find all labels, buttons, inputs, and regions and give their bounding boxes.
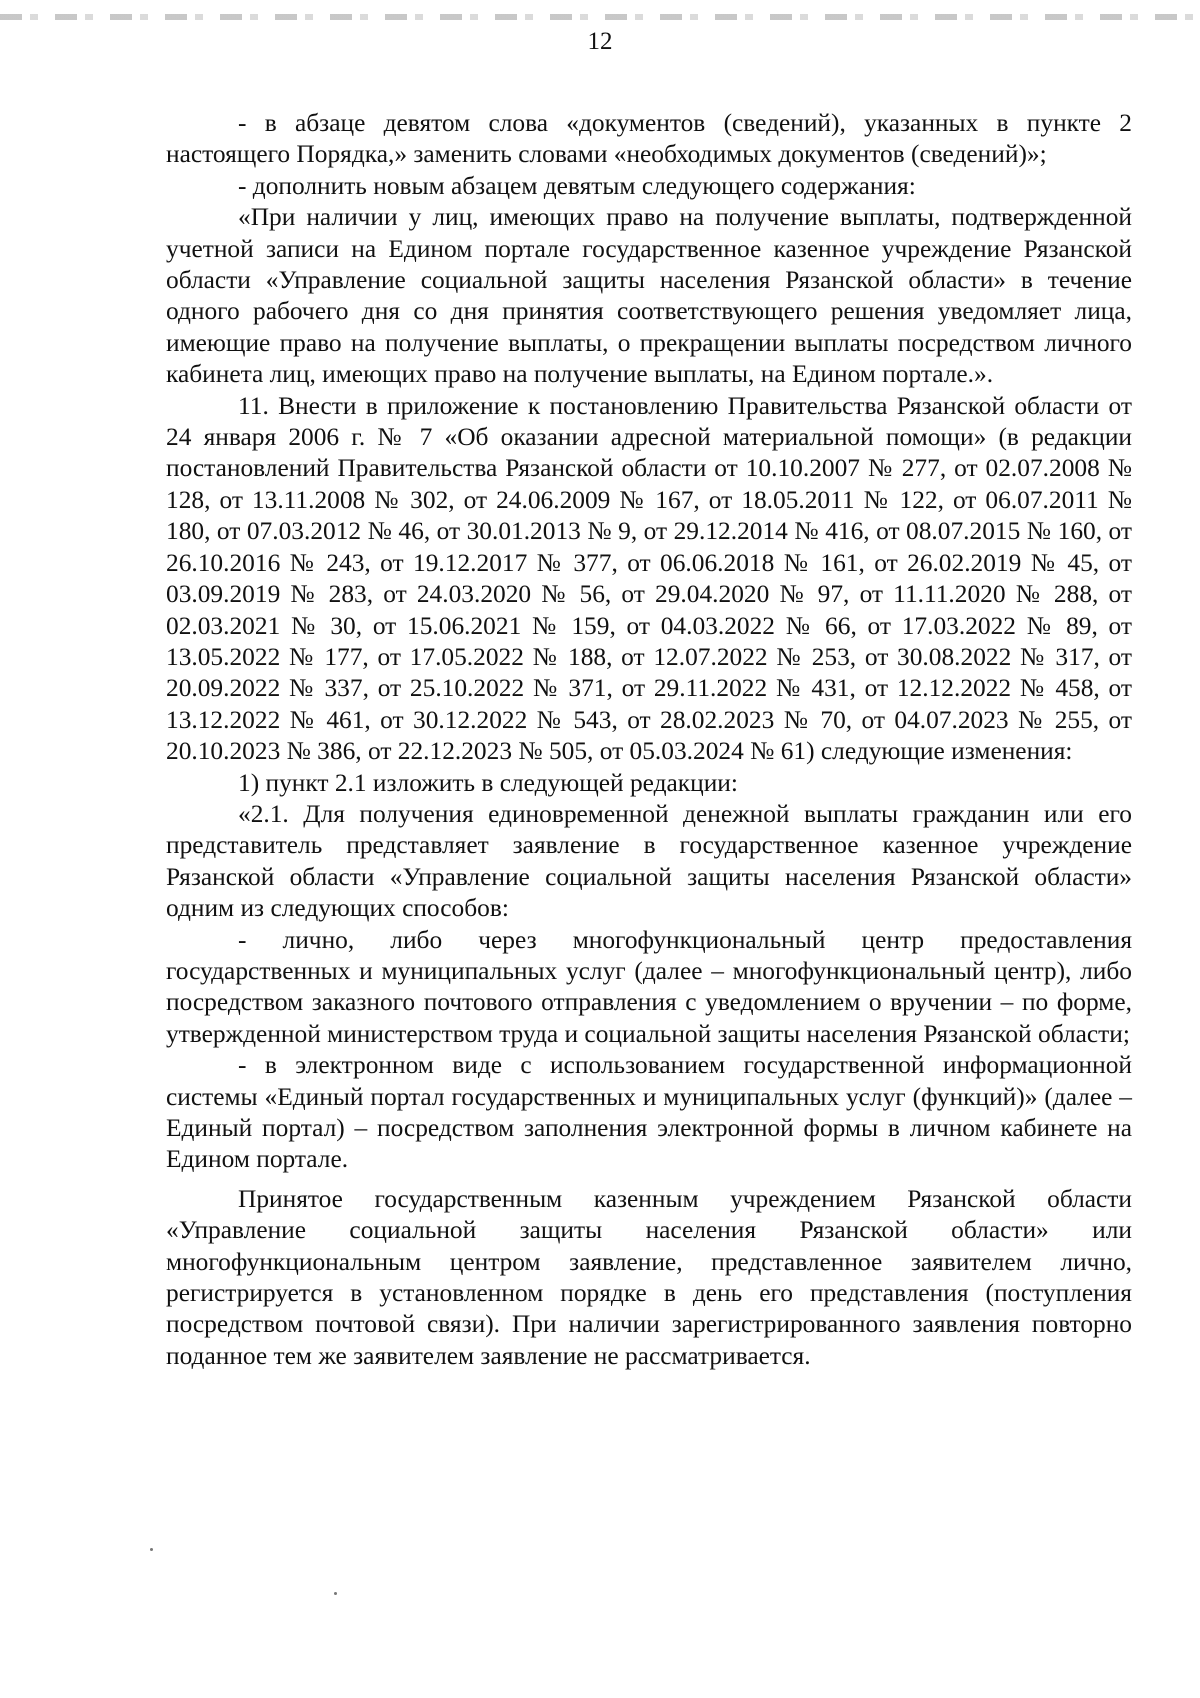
document-body bbox=[166, 108, 1132, 1372]
paragraph-2: - дополнить новым абзацем девятым следующего содержания: bbox=[238, 171, 916, 200]
paragraph-1: - в абзаце девятом слова «документов (сведений), указанных в пункте 2 настоящего Порядка,» заменить словами «необходимых документов (сведений)»; bbox=[166, 109, 1132, 169]
page-number: 12 bbox=[587, 28, 613, 55]
paragraph-8: - в электронном виде с использованием государственной информационной системы «Единый портал государственных и муниципальных услуг (функций)» (далее – Единый портал) – посредством заполнения электронной формы в личном кабинете на Едином портале. bbox=[166, 1051, 1132, 1174]
scan-speck bbox=[150, 1548, 153, 1551]
paragraph-5: 1) пункт 2.1 изложить в следующей редакции: bbox=[238, 768, 738, 797]
paragraph-6: «2.1. Для получения единовременной денежной выплаты гражданин или его представитель представляет заявление в государственное казенное учреждение Рязанской области «Управление социальной защиты населения Рязанской области» одним из следующих способов: bbox=[166, 799, 1132, 923]
paragraph-9: Принятое государственным казенным учреждением Рязанской области «Управление социальной защиты населения Рязанской области» или многофункциональным центром заявление, представленное заявителем лично, регистрируется в установленном порядке в день его представления (поступления посредством почтовой связи). При наличии зарегистрированного заявления повторно поданное тем же заявителем заявление не рассматривается. bbox=[166, 1184, 1132, 1370]
paragraph-7: - лично, либо через многофункциональный центр предоставления государственных и муниципальных услуг (далее – многофункциональный центр), либо посредством заказного почтового отправления с уведомлением о вручении – по форме, утвержденной министерством труда и социальной защиты населения Рязанской области; bbox=[166, 925, 1132, 1048]
scan-artifact-line bbox=[0, 14, 1200, 20]
scan-speck bbox=[334, 1592, 337, 1595]
paragraph-4: 11. Внести в приложение к постановлению Правительства Рязанской области от 24 января 2006 г. № 7 «Об оказании адресной материальной помощи» (в редакции постановлений Правительства Рязанской области от 10.10.2007 № 277, от 02.07.2008 № 128, от 13.11.2008 № 302, от 24.06.2009 № 167, от 18.05.2011 № 122, от 06.07.2011 № 180, от 07.03.2012 № 46, от 30.01.2013 № 9, от 29.12.2014 № 416, от 08.07.2015 № 160, от 26.10.2016 № 243, от 19.12.2017 № 377, от 06.06.2018 № 161, от 26.02.2019 № 45, от 03.09.2019 № 283, от 24.03.2020 № 56, от 29.04.2020 № 97, от 11.11.2020 № 288, от 02.03.2021 № 30, от 15.06.2021 № 159, от 04.03.2022 № 66, от 17.03.2022 № 89, от 13.05.2022 № 177, от 17.05.2022 № 188, от 12.07.2022 № 253, от 30.08.2022 № 317, от 20.09.2022 № 337, от 25.10.2022 № 371, от 29.11.2022 № 431, от 12.12.2022 № 458, от 13.12.2022 № 461, от 30.12.2022 № 543, от 28.02.2023 № 70, от 04.07.2023 № 255, от 20.10.2023 № 386, от 22.12.2023 № 505, от 05.03.2024 № 61) следующие изменения: bbox=[166, 391, 1132, 766]
paragraph-3: «При наличии у лиц, имеющих право на получение выплаты, подтвержденной учетной записи на Едином портале государственное казенное учреждение Рязанской области «Управление социальной защиты населения Рязанской области» в течение одного рабочего дня со дня принятия соответствующего решения уведомляет лица, имеющие право на получение выплаты, о прекращении выплаты посредством личного кабинета лиц, имеющих право на получение выплаты, на Едином портале.». bbox=[166, 203, 1132, 389]
